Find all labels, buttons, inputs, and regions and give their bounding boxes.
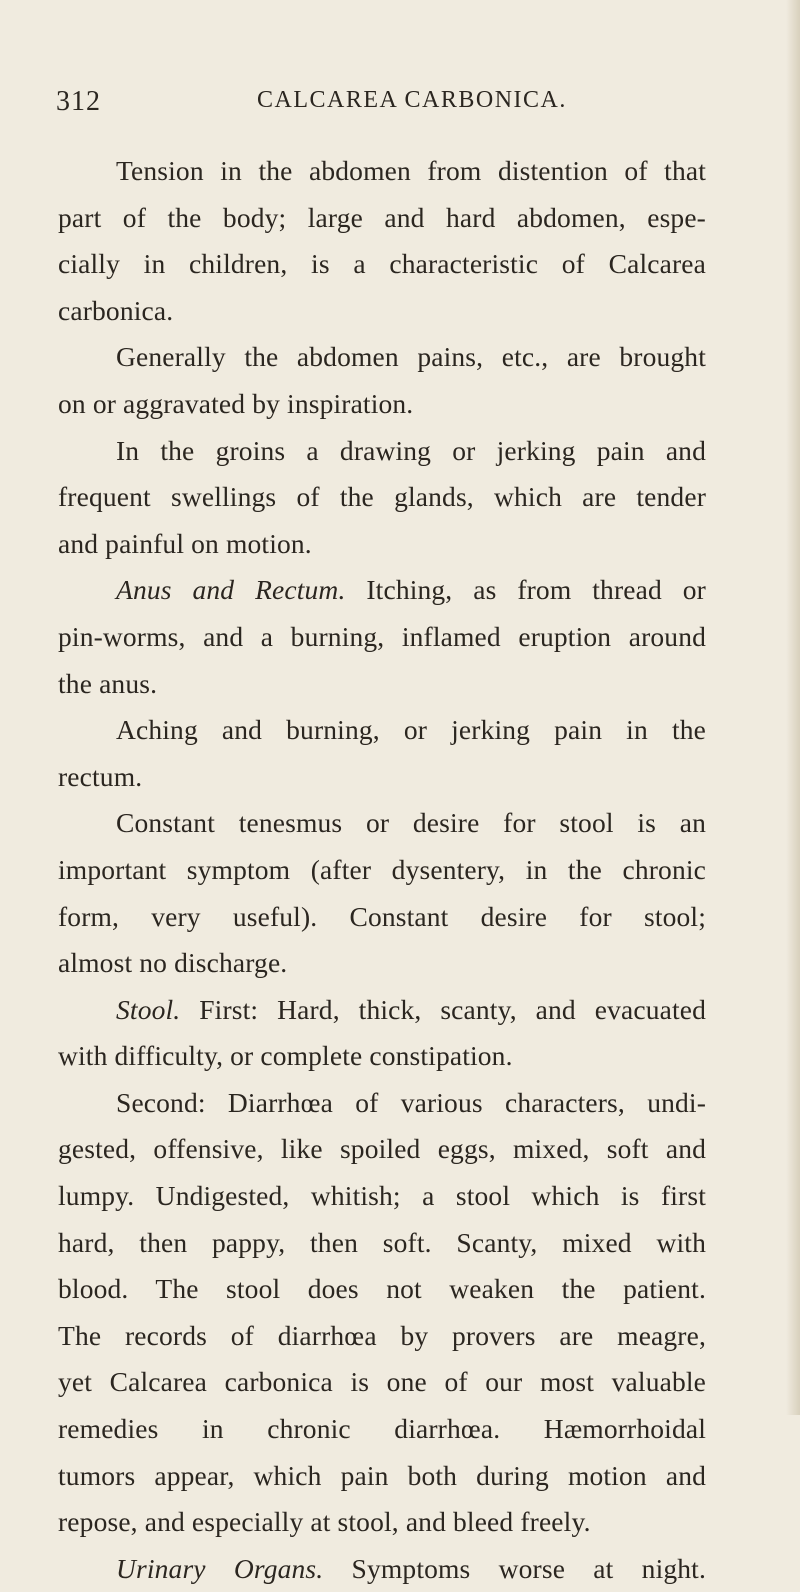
text-line: gested, offensive, like spoiled eggs, mixed, soft and	[58, 1133, 706, 1165]
text-line: and painful on motion.	[58, 527, 312, 559]
text-line: lumpy. Undigested, whitish; a stool which is first	[58, 1180, 706, 1212]
text-line: part of the body; large and hard abdomen, espe-	[58, 201, 706, 233]
text-line: important symptom (after dysentery, in the chronic	[58, 853, 706, 885]
text-line: Aching and burning, or jerking pain in the	[116, 714, 706, 746]
section-heading-stool: Stool.	[116, 993, 181, 1025]
section-heading-line: Stool. First: Hard, thick, scanty, and evacuated	[116, 993, 706, 1025]
text-line: the anus.	[58, 667, 158, 699]
text-line: The records of diarrhœa by provers are meagre,	[58, 1319, 706, 1351]
running-title: CALCAREA CARBONICA.	[257, 87, 567, 113]
body-text	[58, 148, 706, 1592]
text-line: with difficulty, or complete constipation.	[58, 1040, 513, 1072]
text-line: frequent swellings of the glands, which are tender	[58, 481, 706, 513]
text-line: pin-worms, and a burning, inflamed eruption around	[58, 620, 706, 652]
text-line: on or aggravated by inspiration.	[58, 387, 414, 419]
text-line: almost no discharge.	[58, 947, 288, 979]
text-line: remedies in chronic diarrhœa. Hæmorrhoidal	[58, 1413, 706, 1445]
text-line: hard, then pappy, then soft. Scanty, mixed with	[58, 1226, 706, 1258]
text-line: blood. The stool does not weaken the patient.	[58, 1273, 706, 1305]
text-line: repose, and especially at stool, and bleed freely.	[58, 1506, 591, 1538]
text-line: tumors appear, which pain both during motion and	[58, 1459, 706, 1491]
text-line: Second: Diarrhœa of various characters, undi-	[116, 1086, 706, 1118]
text-line: yet Calcarea carbonica is one of our most valuable	[58, 1366, 706, 1398]
section-heading-anus-rectum: Anus and Rectum.	[116, 574, 346, 606]
section-heading-urinary-organs: Urinary Organs.	[116, 1552, 324, 1584]
section-heading-line: Anus and Rectum. Itching, as from thread or	[116, 574, 706, 606]
section-heading-line: Urinary Organs. Symptoms worse at night.	[116, 1552, 706, 1584]
text-line: cially in children, is a characteristic of Calcarea	[58, 248, 706, 280]
text-line: rectum.	[58, 760, 143, 792]
page-edge-shadow	[786, 0, 800, 1415]
text-line: Constant tenesmus or desire for stool is an	[116, 807, 706, 839]
text-line: Tension in the abdomen from distention of that	[116, 155, 706, 186]
text-line: Generally the abdomen pains, etc., are brought	[116, 341, 706, 373]
text-line: In the groins a drawing or jerking pain and	[116, 434, 706, 466]
page-number: 312	[56, 86, 101, 117]
text-line: form, very useful). Constant desire for stool;	[58, 900, 706, 932]
text-line: carbonica.	[58, 294, 174, 326]
running-head	[56, 86, 756, 126]
